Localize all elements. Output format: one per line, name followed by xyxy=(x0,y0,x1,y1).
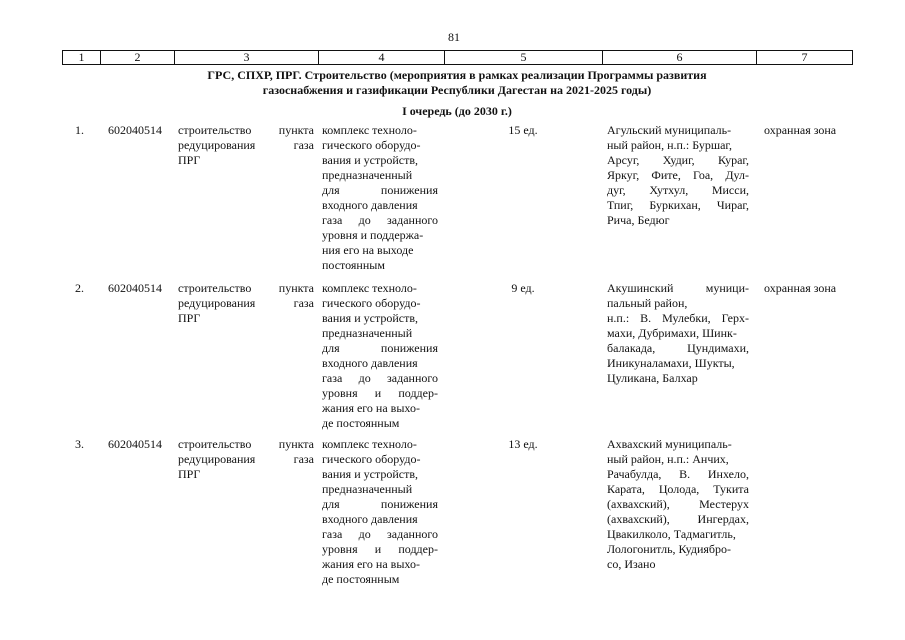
word: н.п.: xyxy=(607,311,630,325)
word: строительство xyxy=(178,281,252,295)
text-line xyxy=(322,243,438,258)
text-line xyxy=(322,371,438,386)
word: редуцирования xyxy=(178,138,256,152)
word: Мулебки, xyxy=(662,311,711,325)
text-line xyxy=(322,572,438,587)
text-line xyxy=(178,437,314,452)
word: Цуликана, Балхар xyxy=(607,371,698,385)
text-line xyxy=(322,401,438,416)
word: для xyxy=(322,497,340,511)
word: де постоянным xyxy=(322,572,400,586)
word: ПРГ xyxy=(178,311,201,325)
text-line xyxy=(322,213,438,228)
word: вания и устройств, xyxy=(322,311,418,325)
header-col-3: 3 xyxy=(175,51,319,65)
word: Ингердах, xyxy=(697,512,749,526)
word: входного давления xyxy=(322,356,418,370)
text-line xyxy=(322,138,438,153)
header-col-5: 5 xyxy=(445,51,603,65)
text-line xyxy=(322,168,438,183)
word: поддер- xyxy=(398,386,438,400)
text-line xyxy=(322,356,438,371)
section-title-line: газоснабжения и газификации Республики Дагестан на 2021-2025 годы) xyxy=(262,83,652,97)
word: заданного xyxy=(387,527,438,541)
word: понижения xyxy=(380,341,438,355)
text-line xyxy=(607,153,749,168)
word: Буркихан, xyxy=(649,198,701,212)
word: Агульский муниципаль- xyxy=(607,123,732,137)
word: предназначенный xyxy=(322,168,413,182)
text-line xyxy=(607,183,749,198)
page-number: 81 xyxy=(448,30,460,44)
word: Тукита xyxy=(713,482,749,496)
word: для xyxy=(322,341,340,355)
word: входного давления xyxy=(322,512,418,526)
text-line xyxy=(322,482,438,497)
word: В. xyxy=(640,311,652,325)
text-line xyxy=(178,281,314,296)
text-line xyxy=(322,416,438,431)
word: Рича, Бедюг xyxy=(607,213,670,227)
text-line xyxy=(607,198,749,213)
word: Дул- xyxy=(725,168,749,182)
section-title xyxy=(62,68,852,98)
text-line xyxy=(178,138,314,153)
row-quantity: 15 ед. xyxy=(508,123,538,137)
word: газа xyxy=(322,527,343,541)
header-col-7: 7 xyxy=(757,51,853,65)
row-location xyxy=(607,281,749,386)
text-line xyxy=(322,123,438,138)
row-zone: охранная зона xyxy=(764,281,837,295)
text-line xyxy=(322,198,438,213)
word: (ахвахский), xyxy=(607,512,670,526)
text-line xyxy=(322,557,438,572)
row-description xyxy=(322,437,438,587)
header-col-1: 1 xyxy=(63,51,101,65)
text-line xyxy=(322,341,438,356)
row-number: 1. xyxy=(75,123,84,137)
word: Хутхул, xyxy=(649,183,689,197)
text-line xyxy=(607,138,749,153)
word: заданного xyxy=(387,371,438,385)
text-line xyxy=(322,497,438,512)
word: Цвакилколо, Тадмагитль, xyxy=(607,527,736,541)
row-activity xyxy=(178,437,314,482)
word: пункта xyxy=(278,437,314,451)
row-number: 2. xyxy=(75,281,84,295)
word: редуцирования xyxy=(178,452,256,466)
word: предназначенный xyxy=(322,482,413,496)
word: махи, Дубримахи, Шинк- xyxy=(607,326,737,340)
word: постоянным xyxy=(322,258,385,272)
word: Иникуналамахи, Шукты, xyxy=(607,356,735,370)
text-line xyxy=(322,183,438,198)
word: Мисси, xyxy=(711,183,749,197)
word: газа xyxy=(293,296,314,310)
word: газа xyxy=(322,371,343,385)
header-col-4: 4 xyxy=(319,51,445,65)
word: гического оборудо- xyxy=(322,452,421,466)
word: Яркуг, xyxy=(607,168,640,182)
row-quantity: 9 ед. xyxy=(511,281,535,295)
word: со, Изано xyxy=(607,557,656,571)
text-line xyxy=(322,258,438,273)
row-zone: охранная зона xyxy=(764,123,837,137)
word: жания его на выхо- xyxy=(322,557,420,571)
text-line xyxy=(322,512,438,527)
text-line xyxy=(607,482,749,497)
text-line xyxy=(322,311,438,326)
text-line xyxy=(607,452,749,467)
word: Рачабулда, xyxy=(607,467,662,481)
text-line xyxy=(322,326,438,341)
word: Инхело, xyxy=(707,467,749,481)
word: В. xyxy=(679,467,691,481)
word: входного давления xyxy=(322,198,418,212)
text-line xyxy=(607,527,749,542)
text-line xyxy=(322,452,438,467)
word: до xyxy=(358,527,371,541)
text-line xyxy=(322,527,438,542)
text-line xyxy=(178,311,314,326)
word: муници- xyxy=(705,281,749,295)
text-line xyxy=(607,341,749,356)
word: Акушинский xyxy=(607,281,674,295)
word: комплекс техноло- xyxy=(322,281,417,295)
word: ния его на выходе xyxy=(322,243,414,257)
row-quantity: 13 ед. xyxy=(508,437,538,451)
header-col-6: 6 xyxy=(603,51,757,65)
word: заданного xyxy=(387,213,438,227)
text-line xyxy=(322,467,438,482)
text-line xyxy=(607,371,749,386)
word: пальный район, xyxy=(607,296,688,310)
row-activity xyxy=(178,281,314,326)
text-line xyxy=(607,497,749,512)
text-line xyxy=(607,123,749,138)
word: Цолода, xyxy=(658,482,700,496)
word: понижения xyxy=(380,497,438,511)
queue-title: I очередь (до 2030 г.) xyxy=(402,104,512,118)
text-line xyxy=(607,213,749,228)
text-line xyxy=(607,326,749,341)
word: ный район, н.п.: Анчих, xyxy=(607,452,729,466)
text-line xyxy=(322,281,438,296)
word: балакада, xyxy=(607,341,656,355)
word: до xyxy=(358,213,371,227)
text-line xyxy=(607,296,749,311)
word: Арсуг, xyxy=(607,153,640,167)
row-activity xyxy=(178,123,314,168)
word: пункта xyxy=(278,123,314,137)
word: Чираг, xyxy=(716,198,749,212)
word: де постоянным xyxy=(322,416,400,430)
word: Тпиг, xyxy=(607,198,634,212)
word: строительство xyxy=(178,123,252,137)
row-code: 602040514 xyxy=(108,281,162,295)
text-line xyxy=(178,123,314,138)
word: Герх- xyxy=(721,311,749,325)
word: предназначенный xyxy=(322,326,413,340)
word: жания его на выхо- xyxy=(322,401,420,415)
section-title-line: ГРС, СПХР, ПРГ. Строительство (мероприятия в рамках реализации Программы развития xyxy=(207,68,707,82)
word: газа xyxy=(322,213,343,227)
word: гического оборудо- xyxy=(322,138,421,152)
text-line xyxy=(322,542,438,557)
row-number: 3. xyxy=(75,437,84,451)
text-line xyxy=(607,356,749,371)
word: уровня xyxy=(322,386,358,400)
word: строительство xyxy=(178,437,252,451)
text-line xyxy=(322,437,438,452)
text-line xyxy=(607,542,749,557)
word: дуг, xyxy=(607,183,626,197)
word: пункта xyxy=(278,281,314,295)
word: уровня и поддержа- xyxy=(322,228,424,242)
word: Ахвахский муниципаль- xyxy=(607,437,732,451)
word: гического оборудо- xyxy=(322,296,421,310)
text-line xyxy=(322,386,438,401)
word: Местерух xyxy=(699,497,749,511)
word: уровня xyxy=(322,542,358,556)
word: (ахвахский), xyxy=(607,497,670,511)
text-line xyxy=(607,512,749,527)
text-line xyxy=(322,153,438,168)
row-description xyxy=(322,123,438,273)
word: редуцирования xyxy=(178,296,256,310)
word: газа xyxy=(293,452,314,466)
text-line xyxy=(178,153,314,168)
text-line xyxy=(607,281,749,296)
text-line xyxy=(607,311,749,326)
word: комплекс техноло- xyxy=(322,437,417,451)
header-col-2: 2 xyxy=(101,51,175,65)
word: Худиг, xyxy=(662,153,695,167)
word: вания и устройств, xyxy=(322,153,418,167)
text-line xyxy=(607,168,749,183)
text-line xyxy=(178,467,314,482)
row-code: 602040514 xyxy=(108,123,162,137)
row-location xyxy=(607,123,749,228)
row-description xyxy=(322,281,438,431)
word: вания и устройств, xyxy=(322,467,418,481)
text-line xyxy=(178,296,314,311)
row-location xyxy=(607,437,749,572)
word: ПРГ xyxy=(178,153,201,167)
word: понижения xyxy=(380,183,438,197)
word: и xyxy=(374,386,382,400)
word: Цундимахи, xyxy=(687,341,749,355)
text-line xyxy=(607,467,749,482)
word: Лологонитль, Кудиябро- xyxy=(607,542,732,556)
word: Кураг, xyxy=(717,153,749,167)
word: до xyxy=(358,371,371,385)
word: Фите, xyxy=(651,168,681,182)
word: ПРГ xyxy=(178,467,201,481)
column-number-header xyxy=(62,50,853,65)
text-line xyxy=(322,296,438,311)
word: Гоа, xyxy=(692,168,714,182)
word: для xyxy=(322,183,340,197)
row-code: 602040514 xyxy=(108,437,162,451)
word: ный район, н.п.: Буршаг, xyxy=(607,138,732,152)
word: комплекс техноло- xyxy=(322,123,417,137)
word: Карата, xyxy=(607,482,645,496)
text-line xyxy=(322,228,438,243)
text-line xyxy=(607,557,749,572)
word: газа xyxy=(293,138,314,152)
text-line xyxy=(178,452,314,467)
text-line xyxy=(607,437,749,452)
word: и xyxy=(374,542,382,556)
word: поддер- xyxy=(398,542,438,556)
